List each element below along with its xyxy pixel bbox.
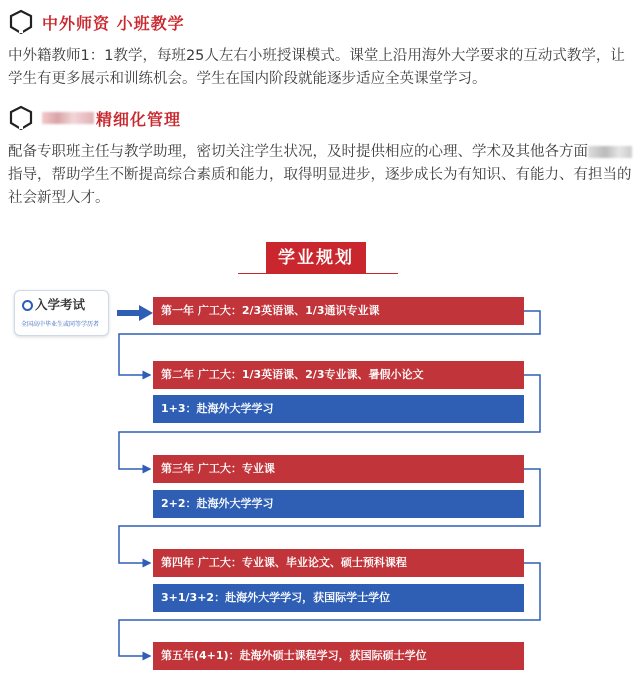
plan-bar-1plus3: 1+3：赴海外大学学习 [153,395,524,423]
hexagon-icon [8,9,34,35]
redacted-text [42,112,94,124]
plan-bar-year1: 第一年 广工大：2/3英语课、1/3通识专业课 [153,297,524,325]
section-heading-teachers [8,8,185,36]
section-title: 中外师资 小班教学 [42,13,185,33]
plan-bar-year5: 第五年(4+1)：赴海外硕士课程学习，获国际硕士学位 [153,642,524,670]
body-part-2: 指导，帮助学生不断提高综合素质和能力，取得明显进步，逐步成长为有知识、有能力、有担当的社会新型人才。 [8,167,632,206]
redacted-text [588,146,632,158]
plan-title: 学业规划 [266,242,366,274]
arrow-right-icon [117,305,153,321]
section-title: 精细化管理 [96,109,182,129]
section-heading-management [8,104,181,132]
plan-bar-3plus1: 3+1/3+2：赴海外大学学习，获国际学士学位 [153,584,524,612]
section-body-management [8,141,632,210]
plan-bar-year3: 第三年 广工大：专业课 [153,455,524,483]
body-part-1: 配备专职班主任与教学助理，密切关注学生状况，及时提供相应的心理、学术及其他各方面 [8,144,588,160]
plan-bar-2plus2: 2+2：赴海外大学学习 [153,490,524,518]
plan-title-underline [238,273,398,274]
entry-exam-box [14,290,109,336]
entry-title: 入学考试 [35,297,86,312]
hexagon-icon [8,105,34,131]
circle-icon [22,300,33,311]
plan-bar-year4: 第四年 广工大：专业课、毕业论文、硕士预科课程 [153,549,524,577]
entry-subtitle: 全国高中毕业生或同等学历者 [21,321,100,328]
section-body-teachers: 中外籍教师1：1教学，每班25人左右小班授课模式。课堂上沿用海外大学要求的互动式教学，让学生有更多展示和训练机会。学生在国内阶段就能逐步适应全英课堂学习。 [8,48,625,87]
plan-bar-year2: 第二年 广工大：1/3英语课、2/3专业课、暑假小论文 [153,361,524,389]
